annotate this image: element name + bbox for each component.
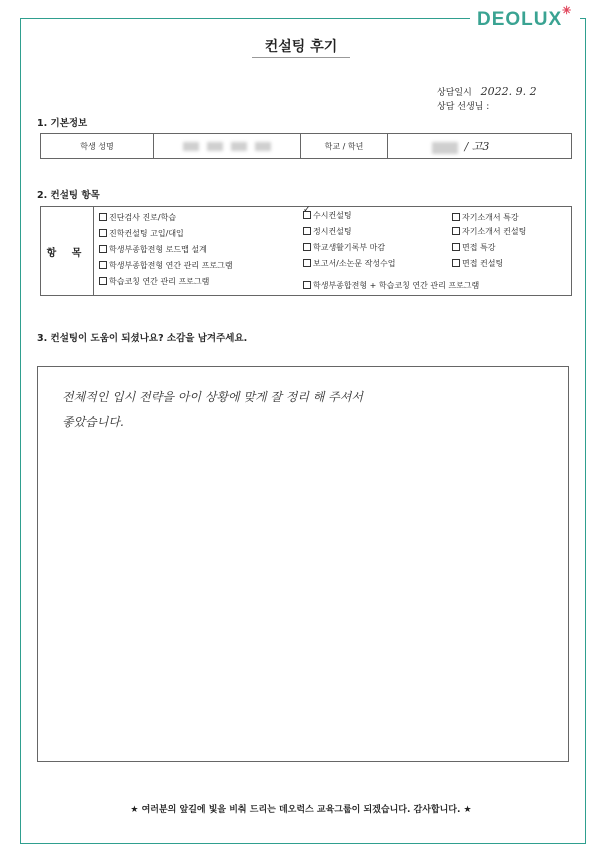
comment-line: 전체적인 입시 전략을 아이 상황에 맞게 잘 정리 해 주셔서 bbox=[62, 390, 363, 404]
consulting-items-box bbox=[40, 206, 572, 296]
date-value: 2022. 9. 2 bbox=[480, 85, 537, 98]
school-value bbox=[388, 134, 572, 159]
redacted-block bbox=[207, 142, 223, 151]
redacted-block bbox=[183, 142, 199, 151]
checkbox-icon bbox=[99, 261, 107, 269]
checkbox-icon bbox=[303, 243, 311, 251]
school-label: 학교 / 학년 bbox=[301, 134, 388, 159]
option-diagnosis[interactable]: 진단검사 진로/학습 bbox=[99, 212, 176, 223]
option-essay-consulting[interactable]: 자기소개서 컨설팅 bbox=[452, 226, 526, 237]
checked-checkbox-icon bbox=[303, 211, 311, 219]
items-label: 항 목 bbox=[41, 207, 94, 295]
option-report-class[interactable]: 보고서/소논문 작성수업 bbox=[303, 258, 396, 269]
option-annual-program[interactable]: 학생부종합전형 연간 관리 프로그램 bbox=[99, 260, 233, 271]
checkbox-icon bbox=[303, 281, 311, 289]
checkbox-icon bbox=[99, 245, 107, 253]
grade-value: / 고3 bbox=[464, 140, 490, 153]
option-combined-program[interactable]: 학생부종합전형 + 학습코칭 연간 관리 프로그램 bbox=[303, 280, 479, 291]
option-record-finish[interactable]: 학교생활기록부 마감 bbox=[303, 242, 385, 253]
teacher-row bbox=[437, 99, 489, 112]
option-essay-lecture[interactable]: 자기소개서 특강 bbox=[452, 212, 519, 223]
checkbox-icon bbox=[99, 277, 107, 285]
checkbox-icon bbox=[452, 213, 460, 221]
date-row bbox=[437, 85, 537, 98]
name-label: 학생 성명 bbox=[41, 134, 154, 159]
checkbox-icon bbox=[303, 227, 311, 235]
checkbox-icon bbox=[303, 259, 311, 267]
checkbox-icon bbox=[452, 259, 460, 267]
page-title: 컨설팅 후기 bbox=[264, 39, 338, 55]
section-basic-heading: 1. 기본정보 bbox=[37, 118, 88, 129]
name-value bbox=[154, 134, 301, 159]
redacted-block bbox=[255, 142, 271, 151]
comment-text bbox=[62, 385, 542, 435]
section-comment-heading: 3. 컨설팅이 도움이 되셨나요? 소감을 남겨주세요. bbox=[37, 333, 248, 344]
option-interview-consulting[interactable]: 면접 컨설팅 bbox=[452, 258, 503, 269]
title-underline bbox=[252, 57, 350, 58]
option-susi[interactable]: ✓수시컨설팅 bbox=[303, 210, 352, 221]
section-items-heading: 2. 컨설팅 항목 bbox=[37, 190, 100, 201]
option-study-coaching[interactable]: 학습코칭 연간 관리 프로그램 bbox=[99, 276, 209, 287]
teacher-label: 상담 선생님 : bbox=[437, 102, 490, 112]
logo-star-icon: ✳ bbox=[561, 5, 572, 17]
option-interview-lecture[interactable]: 면접 특강 bbox=[452, 242, 495, 253]
checkbox-icon bbox=[452, 227, 460, 235]
comment-line: 좋았습니다. bbox=[62, 415, 124, 429]
option-jeongsi[interactable]: 정시컨설팅 bbox=[303, 226, 352, 237]
option-admission[interactable]: 진학컨설팅 고입/대입 bbox=[99, 228, 184, 239]
basic-info-table bbox=[40, 133, 572, 159]
footer-message: ★ 여러분의 앞길에 빛을 비춰 드리는 데오럭스 교육그룹이 되겠습니다. 감사합니다. ★ bbox=[130, 805, 472, 815]
redacted-block bbox=[231, 142, 247, 151]
date-label: 상담일시 bbox=[437, 88, 472, 98]
checkbox-icon bbox=[452, 243, 460, 251]
deolux-logo bbox=[477, 5, 572, 31]
redacted-block bbox=[432, 142, 458, 154]
comment-box[interactable] bbox=[37, 366, 569, 762]
checkbox-icon bbox=[99, 229, 107, 237]
logo-text: DEOLUX bbox=[477, 9, 563, 30]
checkbox-icon bbox=[99, 213, 107, 221]
option-roadmap[interactable]: 학생부종합전형 로드맵 설계 bbox=[99, 244, 207, 255]
